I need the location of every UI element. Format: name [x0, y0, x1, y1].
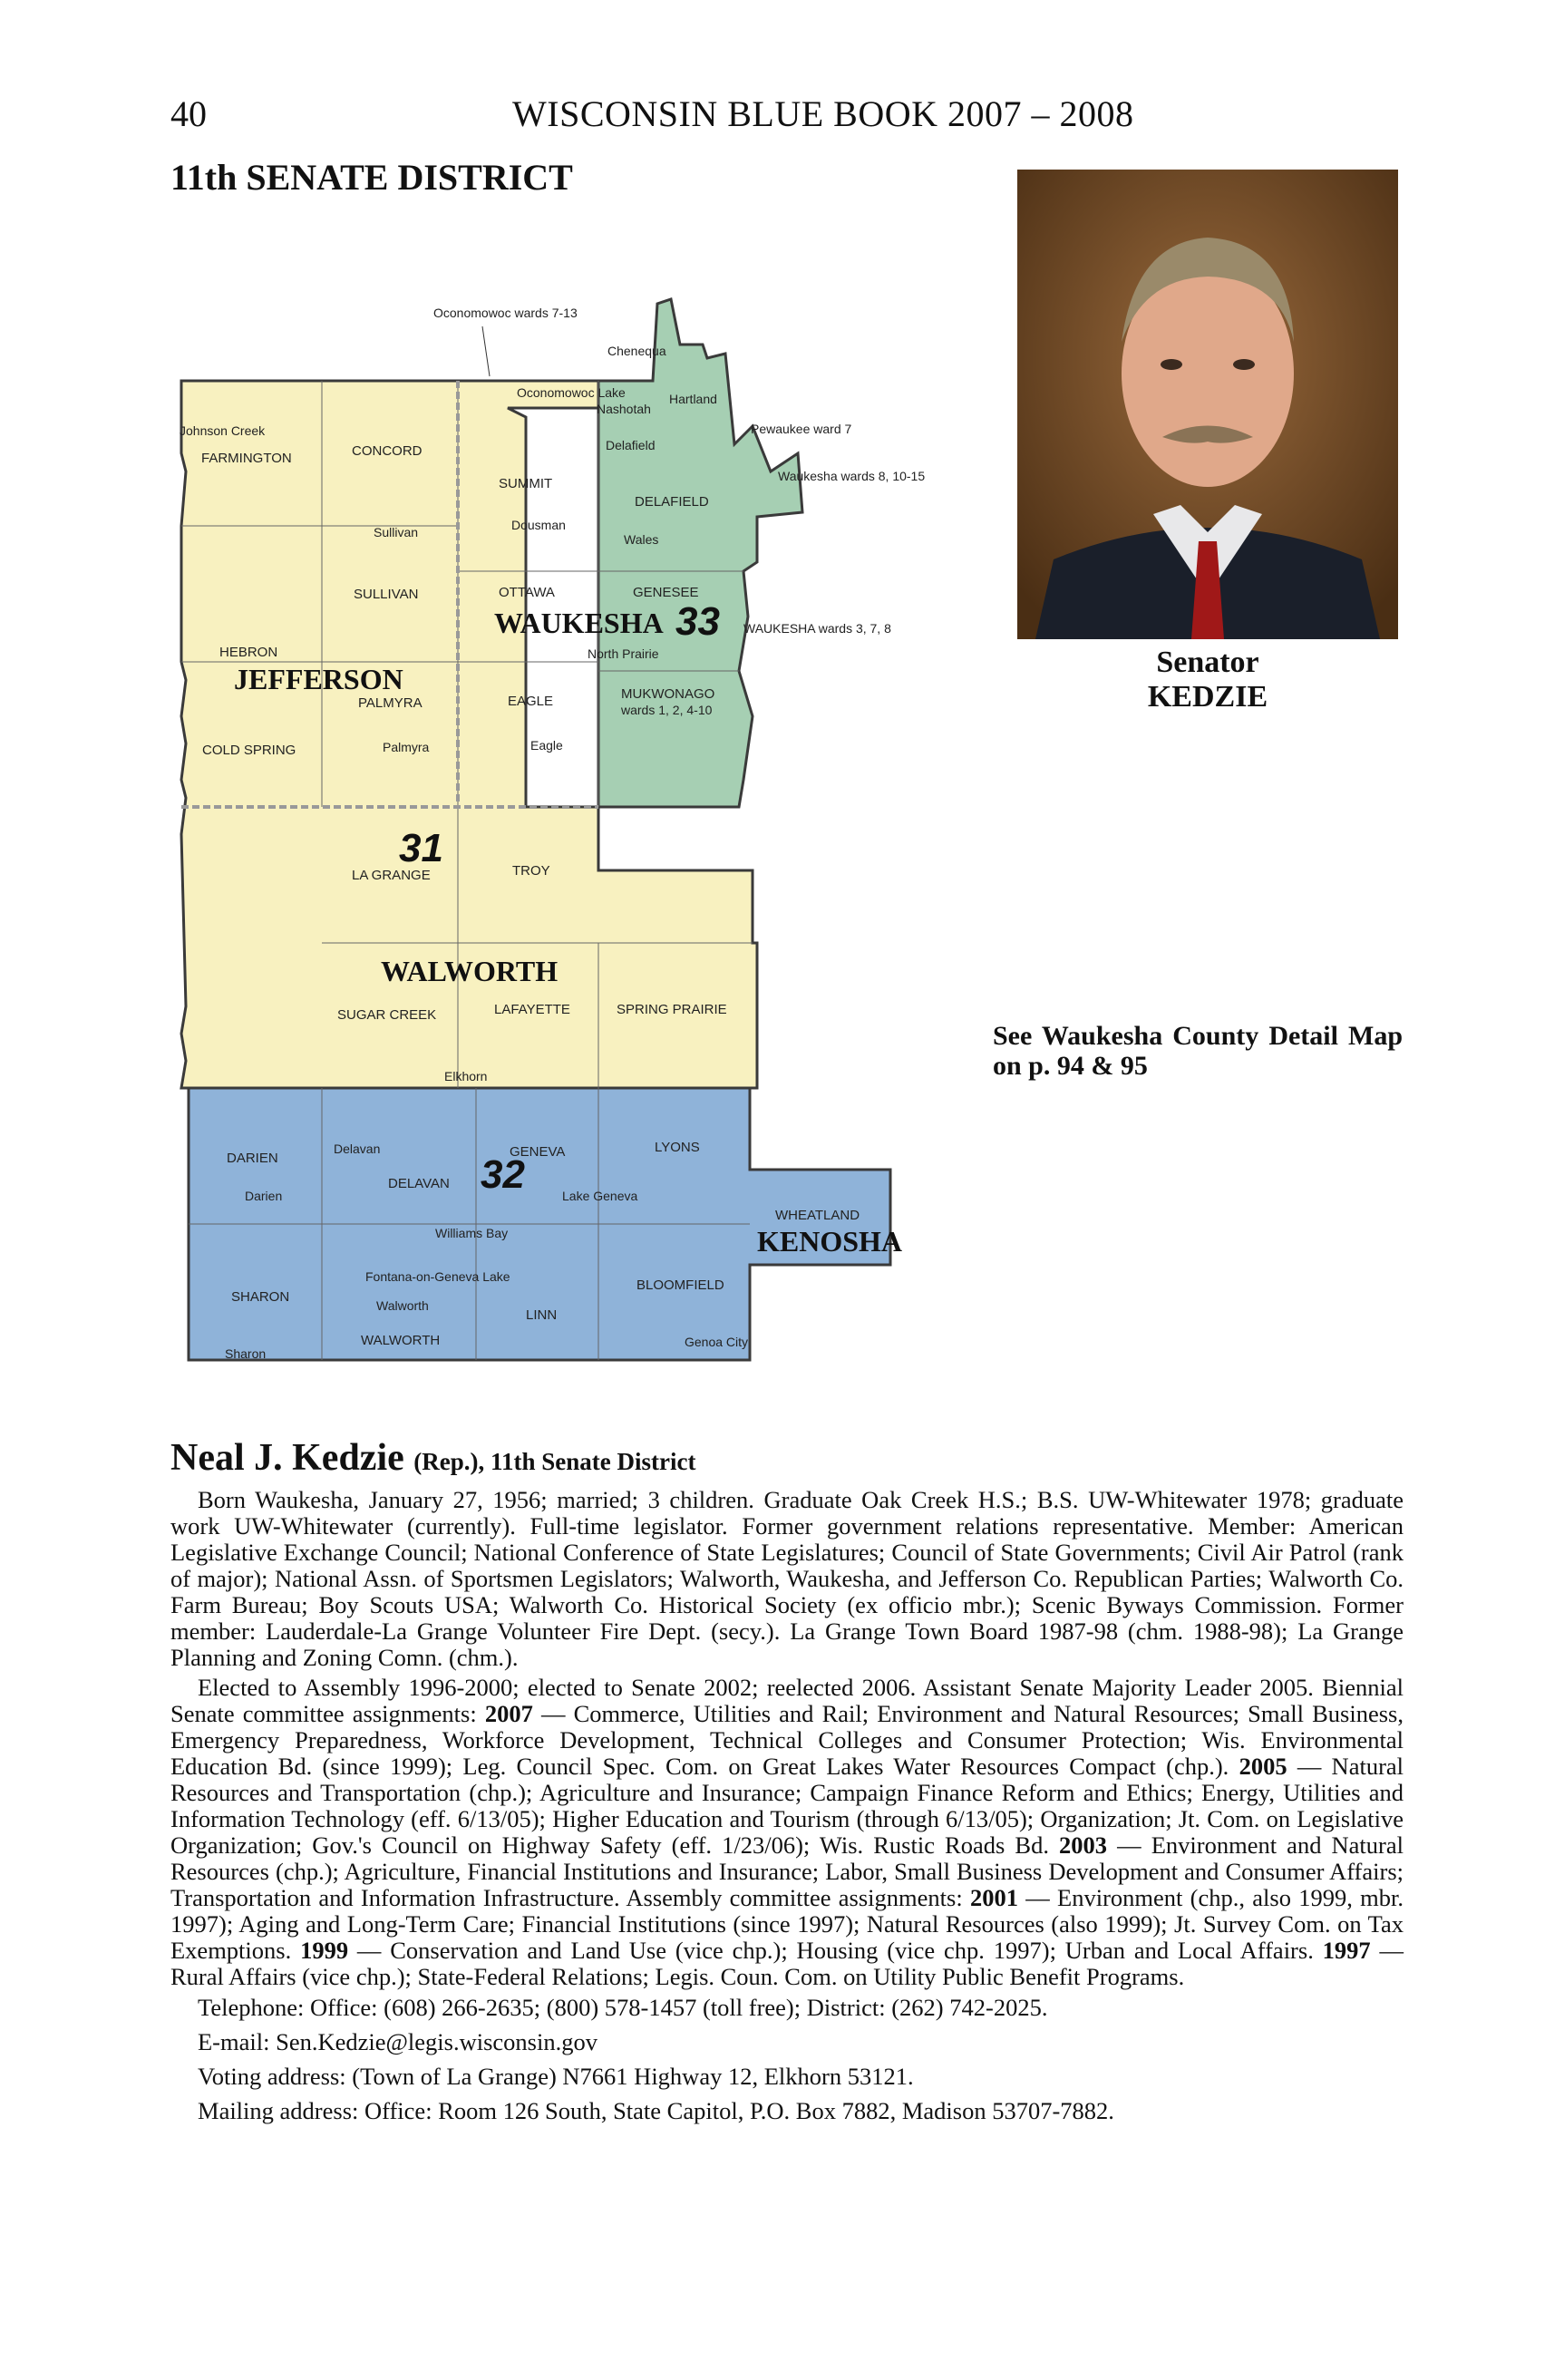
town-label: LYONS	[655, 1140, 700, 1155]
district-number-33: 33	[675, 599, 720, 644]
town-label: WHEATLAND	[775, 1208, 860, 1223]
town-label: MUKWONAGO	[621, 686, 715, 702]
municipality-label: Lake Geneva	[562, 1189, 638, 1203]
municipality-label: Wales	[624, 532, 659, 547]
email: E-mail: Sen.Kedzie@legis.wisconsin.gov	[198, 2028, 597, 2055]
municipality-label: Sullivan	[374, 525, 419, 539]
bio-paragraph-service: Elected to Assembly 1996-2000; elected to Senate 2002; reelected 2006. Assistant Senate Majority Leader 2005. Biennial Senate committee assignments: 2007 — Commerce, Utilities and Rail; Environment and Natural Resources; Small Business, Emergency Preparedness, Workforce Development, Technical Colleges and Consumer Protection; Wis. Environmental Education Bd. (since 1999); Leg. Council Spec. Com. on Great Lakes Water Resources Compact (chp.). 2005 — Natural Resources and Transportation (chp.); Agriculture and Insurance; Campaign Finance Reform and Ethics; Energy, Utilities and Information Technology (eff. 6/13/05); Higher Education and Tourism (through 6/13/05); Organization; Jt. Com. on Legislative Organization; Gov.'s Council on Highway Safety (eff. 1/23/06); Wis. Rustic Roads Bd. 2003 — Environment and Natural Resources (chp.); Agriculture, Financial Institutions and Insurance; Labor, Small Business Development and Consumer Affairs; Transportation and Information Infrastructure. Assembly committee assignments: 2001 — Environment (chp., also 1999, mbr. 1997); Aging and Long-Term Care; Financial Institutions (since 1997); Natural Resources (also 1999); Jt. Survey Com. on Tax Exemptions. 1999 — Conservation and Land Use (vice chp.); Housing (vice chp. 1997); Urban and Local Affairs. 1997 — Rural Affairs (vice chp.); State-Federal Relations; Legis. Coun. Com. on Utility Public Benefit Programs.	[170, 1674, 1404, 1990]
county-label-waukesha: WAUKESHA	[494, 607, 664, 639]
page-title: 11th SENATE DISTRICT	[170, 157, 573, 198]
municipality-label: North Prairie	[588, 646, 659, 661]
senator-portrait	[1017, 170, 1398, 639]
voting-address: Voting address: (Town of La Grange) N7661 Highway 12, Elkhorn 53121.	[198, 2063, 914, 2090]
town-label: GENEVA	[510, 1144, 566, 1160]
municipality-label: Darien	[245, 1189, 283, 1203]
town-label: LINN	[526, 1307, 558, 1323]
callout-oconomowoc: Oconomowoc wards 7-13	[433, 306, 578, 320]
mailing-address: Mailing address: Office: Room 126 South, State Capitol, P.O. Box 7882, Madison 53707-7882.	[198, 2097, 1114, 2124]
senator-name: Neal J. Kedzie	[170, 1437, 404, 1479]
town-label: SHARON	[231, 1289, 290, 1305]
municipality-label: Oconomowoc Lake	[517, 385, 626, 400]
telephone: Telephone: Office: (608) 266-2635; (800) 578-1457 (toll free); District: (262) 742-2025.	[198, 1994, 1048, 2021]
municipality-label: Fontana-on-Geneva Lake	[365, 1269, 510, 1284]
municipality-label: Elkhorn	[444, 1069, 488, 1083]
municipality-label: Walworth	[376, 1298, 429, 1313]
town-label: OTTAWA	[499, 585, 555, 600]
municipality-label: Palmyra	[383, 740, 430, 754]
town-label: DARIEN	[227, 1151, 278, 1166]
page-number: 40	[170, 93, 207, 134]
portrait-caption	[1017, 646, 1398, 714]
municipality-label: Chenequa	[607, 344, 666, 358]
county-label-walworth: WALWORTH	[381, 955, 559, 987]
district-map	[145, 290, 925, 1378]
municipality-label: Eagle	[530, 738, 563, 753]
portrait-caption-title: Senator	[1156, 646, 1259, 679]
district-number-32: 32	[481, 1152, 525, 1197]
town-label: SUGAR CREEK	[337, 1007, 437, 1023]
callout-waukesha-3: WAUKESHA wards 3, 7, 8	[743, 621, 891, 636]
callout-mukwonago: wards 1, 2, 4-10	[621, 703, 713, 717]
town-label: LAFAYETTE	[494, 1002, 570, 1017]
town-label: FARMINGTON	[201, 451, 292, 466]
town-label: BLOOMFIELD	[636, 1277, 724, 1293]
town-label: SUMMIT	[499, 476, 553, 491]
municipality-label: Delavan	[334, 1141, 381, 1156]
callout-pewaukee: Pewaukee ward 7	[751, 422, 852, 436]
portrait-caption-name: KEDZIE	[1147, 680, 1268, 714]
biography	[170, 1436, 1404, 2132]
map-reference-note: See Waukesha County Detail Map on p. 94 & 95	[993, 1021, 1403, 1081]
town-label: DELAVAN	[388, 1176, 450, 1191]
town-label: HEBRON	[219, 645, 278, 660]
town-label: COLD SPRING	[202, 743, 296, 758]
municipality-label: Hartland	[669, 392, 717, 406]
town-label: EAGLE	[508, 694, 554, 709]
town-label: SPRING PRAIRIE	[617, 1002, 727, 1017]
municipality-label: Williams Bay	[435, 1226, 509, 1240]
municipality-label: Johnson Creek	[180, 423, 266, 438]
town-label: CONCORD	[352, 443, 423, 459]
town-label: DELAFIELD	[635, 494, 709, 510]
bio-paragraph-personal: Born Waukesha, January 27, 1956; married; 3 children. Graduate Oak Creek H.S.; B.S. UW-Whitewater 1978; graduate work UW-Whitewater (currently). Full-time legislator. Former government relations representative. Member: American Legislative Exchange Council; National Conference of State Legislatures; Council of State Governments; Civil Air Patrol (rank of major); National Assn. of Sportsmen Legislators; Walworth, Waukesha, and Jefferson Co. Republican Parties; Walworth Co. Farm Bureau; Boy Scouts USA; Walworth Co. Historical Society (ex officio mbr.); Scenic Byways Commission. Former member: Lauderdale-La Grange Volunteer Fire Dept. (secy.). La Grange Town Board 1987-98 (chm. 1988-98); La Grange Planning and Zoning Comn. (chm.).	[170, 1486, 1404, 1671]
running-head: WISCONSIN BLUE BOOK 2007 – 2008	[512, 93, 1134, 134]
district-33-area	[598, 299, 802, 807]
town-label: GENESEE	[633, 585, 699, 600]
municipality-label: Nashotah	[597, 402, 651, 416]
municipality-label: Genoa City	[685, 1335, 749, 1349]
callout-waukesha-8: Waukesha wards 8, 10-15	[778, 469, 925, 483]
county-label-kenosha: KENOSHA	[757, 1225, 903, 1258]
municipality-label: Dousman	[511, 518, 566, 532]
town-label: SULLIVAN	[354, 587, 419, 602]
town-label: TROY	[512, 863, 550, 879]
town-label: LA GRANGE	[352, 868, 431, 883]
district-number-31: 31	[399, 826, 443, 870]
municipality-label: Delafield	[606, 438, 656, 452]
town-label: WALWORTH	[361, 1333, 441, 1348]
county-label-jefferson: JEFFERSON	[234, 663, 403, 695]
municipality-label: Sharon	[225, 1346, 267, 1361]
party-district: (Rep.), 11th Senate District	[413, 1448, 696, 1475]
town-label: PALMYRA	[358, 695, 423, 711]
bio-heading	[170, 1436, 1404, 1480]
